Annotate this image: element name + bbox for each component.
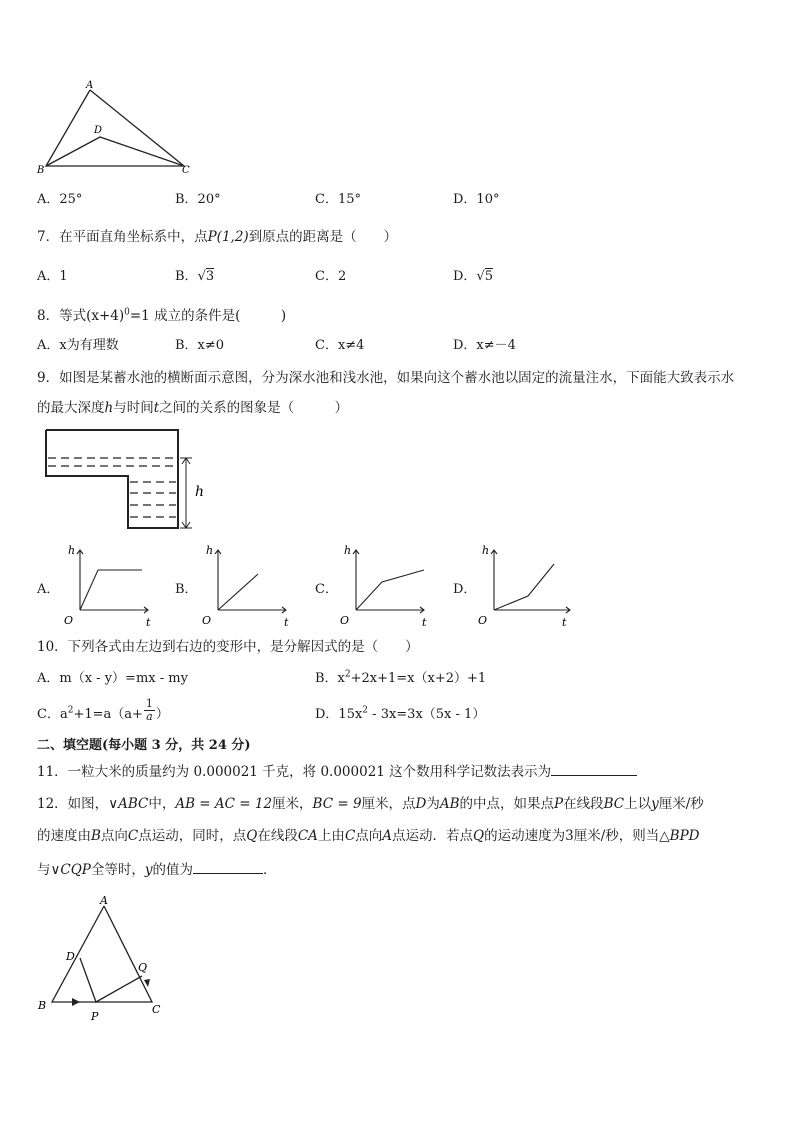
q10-d-pre: D．15x [315, 707, 363, 722]
q7-root-d: 5 [484, 269, 494, 284]
y-axis-label: h [344, 544, 352, 557]
q12-math: △BPD [659, 828, 700, 844]
q10-d-sup: 2 [362, 705, 369, 716]
q12-text: 的速度由 [37, 828, 91, 844]
q6-option-c[interactable]: C．15° [315, 192, 361, 207]
question-9-line1: 9．如图是某蓄水池的横断面示意图，分为深水池和浅水池，如果向这个蓄水池以固定的流量注水，下面能大致表示水 [37, 370, 735, 386]
point-q-label: Q [138, 961, 148, 974]
q12-math: Q [246, 828, 258, 844]
question-9-line2 [37, 396, 348, 416]
q12-text: 的值为 [152, 862, 194, 878]
vertex-c-label: C [182, 165, 190, 176]
q9-option-a[interactable]: A． [37, 582, 60, 597]
q10-b-post: +2x+1=x（x+2）+1 [350, 671, 487, 686]
q12-text: 厘米/秒 [658, 796, 704, 812]
q9-text-b: 与时间 [113, 400, 154, 416]
q8-option-c[interactable]: C．x≠4 [315, 338, 365, 353]
q12-math: AB [439, 796, 460, 812]
q12-text: 全等时， [90, 862, 145, 878]
y-axis-label: h [68, 544, 76, 557]
q10-option-a[interactable]: A．m（x - y）=mx - my [37, 671, 188, 686]
y-axis-label: h [206, 544, 214, 557]
q6-option-a[interactable]: A．25° [37, 192, 83, 207]
y-axis-label: h [482, 544, 490, 557]
vertex-b-label: B [38, 999, 47, 1012]
question-8-stem [37, 304, 286, 324]
q8-option-d[interactable]: D．x≠－4 [453, 338, 516, 353]
question-10-stem: 10．下列各式由左边到右边的变形中，是分解因式的是（ ） [37, 639, 419, 655]
q10-option-b[interactable] [315, 667, 486, 686]
triangle-figure-q12 [34, 894, 174, 1028]
q6-option-d[interactable]: D．10° [453, 192, 500, 207]
sqrt-icon: √ [476, 269, 485, 284]
origin-label: O [340, 614, 350, 627]
question-11 [37, 760, 637, 780]
q8-text-post: =1 成立的条件是( ) [129, 308, 287, 324]
q7-point: P(1,2) [207, 229, 249, 245]
sqrt-icon: √ [197, 269, 206, 284]
question-12-line3 [37, 858, 277, 878]
q11-answer-blank[interactable] [551, 762, 637, 776]
section-heading-fill-in: 二、填空题(每小题 3 分，共 24 分) [37, 738, 251, 753]
q12-text: 在线段 [563, 796, 604, 812]
point-p-label: P [91, 1010, 99, 1023]
q9-graph-c [336, 540, 436, 628]
q10-b-sup: 2 [344, 669, 351, 680]
q10-b-pre: B．x [315, 671, 345, 686]
reservoir-diagram [40, 424, 210, 536]
q11-text: 11．一粒大米的质量约为 0.000021 千克，将 0.000021 这个数用科学记数法表示为 [37, 764, 552, 780]
q10-option-c[interactable] [37, 697, 169, 723]
vertex-c-label: C [152, 1003, 161, 1016]
x-axis-label: t [562, 616, 567, 628]
q8-option-b[interactable]: B．x≠0 [175, 338, 225, 353]
q12-math: CA [297, 828, 318, 844]
q12-text: 点运动，同时，点 [138, 828, 247, 844]
q12-math: BC [603, 796, 625, 812]
q8-text-pre: 8．等式(x+4) [37, 308, 125, 324]
q12-text: 厘米/秒，则当 [573, 828, 660, 844]
q12-text: 上由 [317, 828, 345, 844]
q12-math: y [144, 862, 153, 878]
q12-answer-blank[interactable] [193, 860, 263, 874]
q12-text: 厘米， [272, 796, 313, 812]
q10-d-post: - 3x=3x（5x - 1） [368, 707, 486, 722]
q9-t: t [153, 400, 160, 416]
q12-text: 中， [148, 796, 176, 812]
vertex-d-label: D [66, 950, 75, 963]
x-axis-label: t [422, 616, 427, 628]
q9-text-a: 的最大深度 [37, 400, 105, 416]
q8-option-a[interactable]: A．x为有理数 [37, 338, 119, 353]
q12-text: 上以 [624, 796, 652, 812]
q9-graph-a [60, 540, 160, 628]
q12-text: 为 [426, 796, 440, 812]
vertex-a-label: A [86, 80, 94, 91]
q12-text: 的运动速度为 [484, 828, 566, 844]
q10-c-sup: 2 [67, 705, 74, 716]
q6-option-b[interactable]: B．20° [175, 192, 221, 207]
q12-math: ∨CQP [50, 862, 91, 878]
q12-math: AB = AC = 12 [175, 796, 273, 812]
fraction [144, 698, 155, 723]
q9-h: h [104, 400, 114, 416]
fraction-denominator: a [146, 710, 153, 723]
q7-option-b-label: B． [175, 269, 198, 284]
q12-text: 点运动．若点 [392, 828, 474, 844]
vertex-a-label: A [100, 894, 108, 907]
q8-exponent: 0 [124, 307, 130, 318]
q12-math: P [554, 796, 564, 812]
q12-text: 12．如图， [37, 796, 109, 812]
q12-text: 厘米，点 [361, 796, 416, 812]
q9-option-b[interactable]: B． [175, 582, 198, 597]
origin-label: O [64, 614, 74, 627]
q9-text-c: 之间的关系的图象是（ ） [159, 400, 349, 416]
q7-text-pre: 7．在平面直角坐标系中，点 [37, 229, 208, 245]
q9-graph-b [198, 540, 298, 628]
q7-option-d[interactable] [453, 265, 493, 284]
origin-label: O [478, 614, 488, 627]
q9-graph-d [474, 540, 574, 628]
question-12-line2 [37, 824, 699, 844]
q9-option-c[interactable]: C． [315, 582, 338, 597]
q10-option-d[interactable] [315, 703, 485, 722]
q12-math: 3 [565, 828, 574, 844]
q12-text: 在线段 [257, 828, 298, 844]
q9-option-d[interactable]: D． [453, 582, 477, 597]
q12-math: A [382, 828, 393, 844]
q12-math: B [91, 828, 101, 844]
q12-math: Q [473, 828, 485, 844]
q12-text: 的中点，如果点 [459, 796, 555, 812]
q12-math: D [415, 796, 427, 812]
q12-math: ∨ABC [108, 796, 149, 812]
q12-text: 点向 [100, 828, 128, 844]
q10-c-mid: +1=a（a+ [73, 707, 143, 722]
q12-math: y [651, 796, 659, 812]
vertex-d-label: D [94, 125, 103, 136]
q12-text: 点向 [355, 828, 383, 844]
q7-option-a[interactable]: A．1 [37, 269, 68, 284]
q7-option-d-label: D． [453, 269, 477, 284]
x-axis-label: t [146, 616, 151, 628]
fraction-numerator: 1 [145, 697, 153, 710]
q7-option-c[interactable]: C．2 [315, 269, 347, 284]
q10-c-post: ） [155, 707, 169, 722]
q12-math: C [127, 828, 139, 844]
vertex-b-label: B [37, 165, 45, 176]
q12-text: ． [263, 862, 277, 878]
q12-math: BC = 9 [312, 796, 362, 812]
x-axis-label: t [284, 616, 289, 628]
triangle-figure-q6 [34, 78, 194, 178]
origin-label: O [202, 614, 212, 627]
question-12-line1 [37, 792, 704, 812]
depth-label: h [195, 484, 205, 500]
q7-text-post: 到原点的距离是（ ） [248, 229, 398, 245]
q12-text: 与 [37, 862, 51, 878]
q12-math: C [344, 828, 356, 844]
question-7-stem [37, 225, 397, 245]
q10-c-pre: C．a [37, 707, 68, 722]
q7-option-b[interactable] [175, 265, 214, 284]
q7-root-b: 3 [205, 269, 215, 284]
